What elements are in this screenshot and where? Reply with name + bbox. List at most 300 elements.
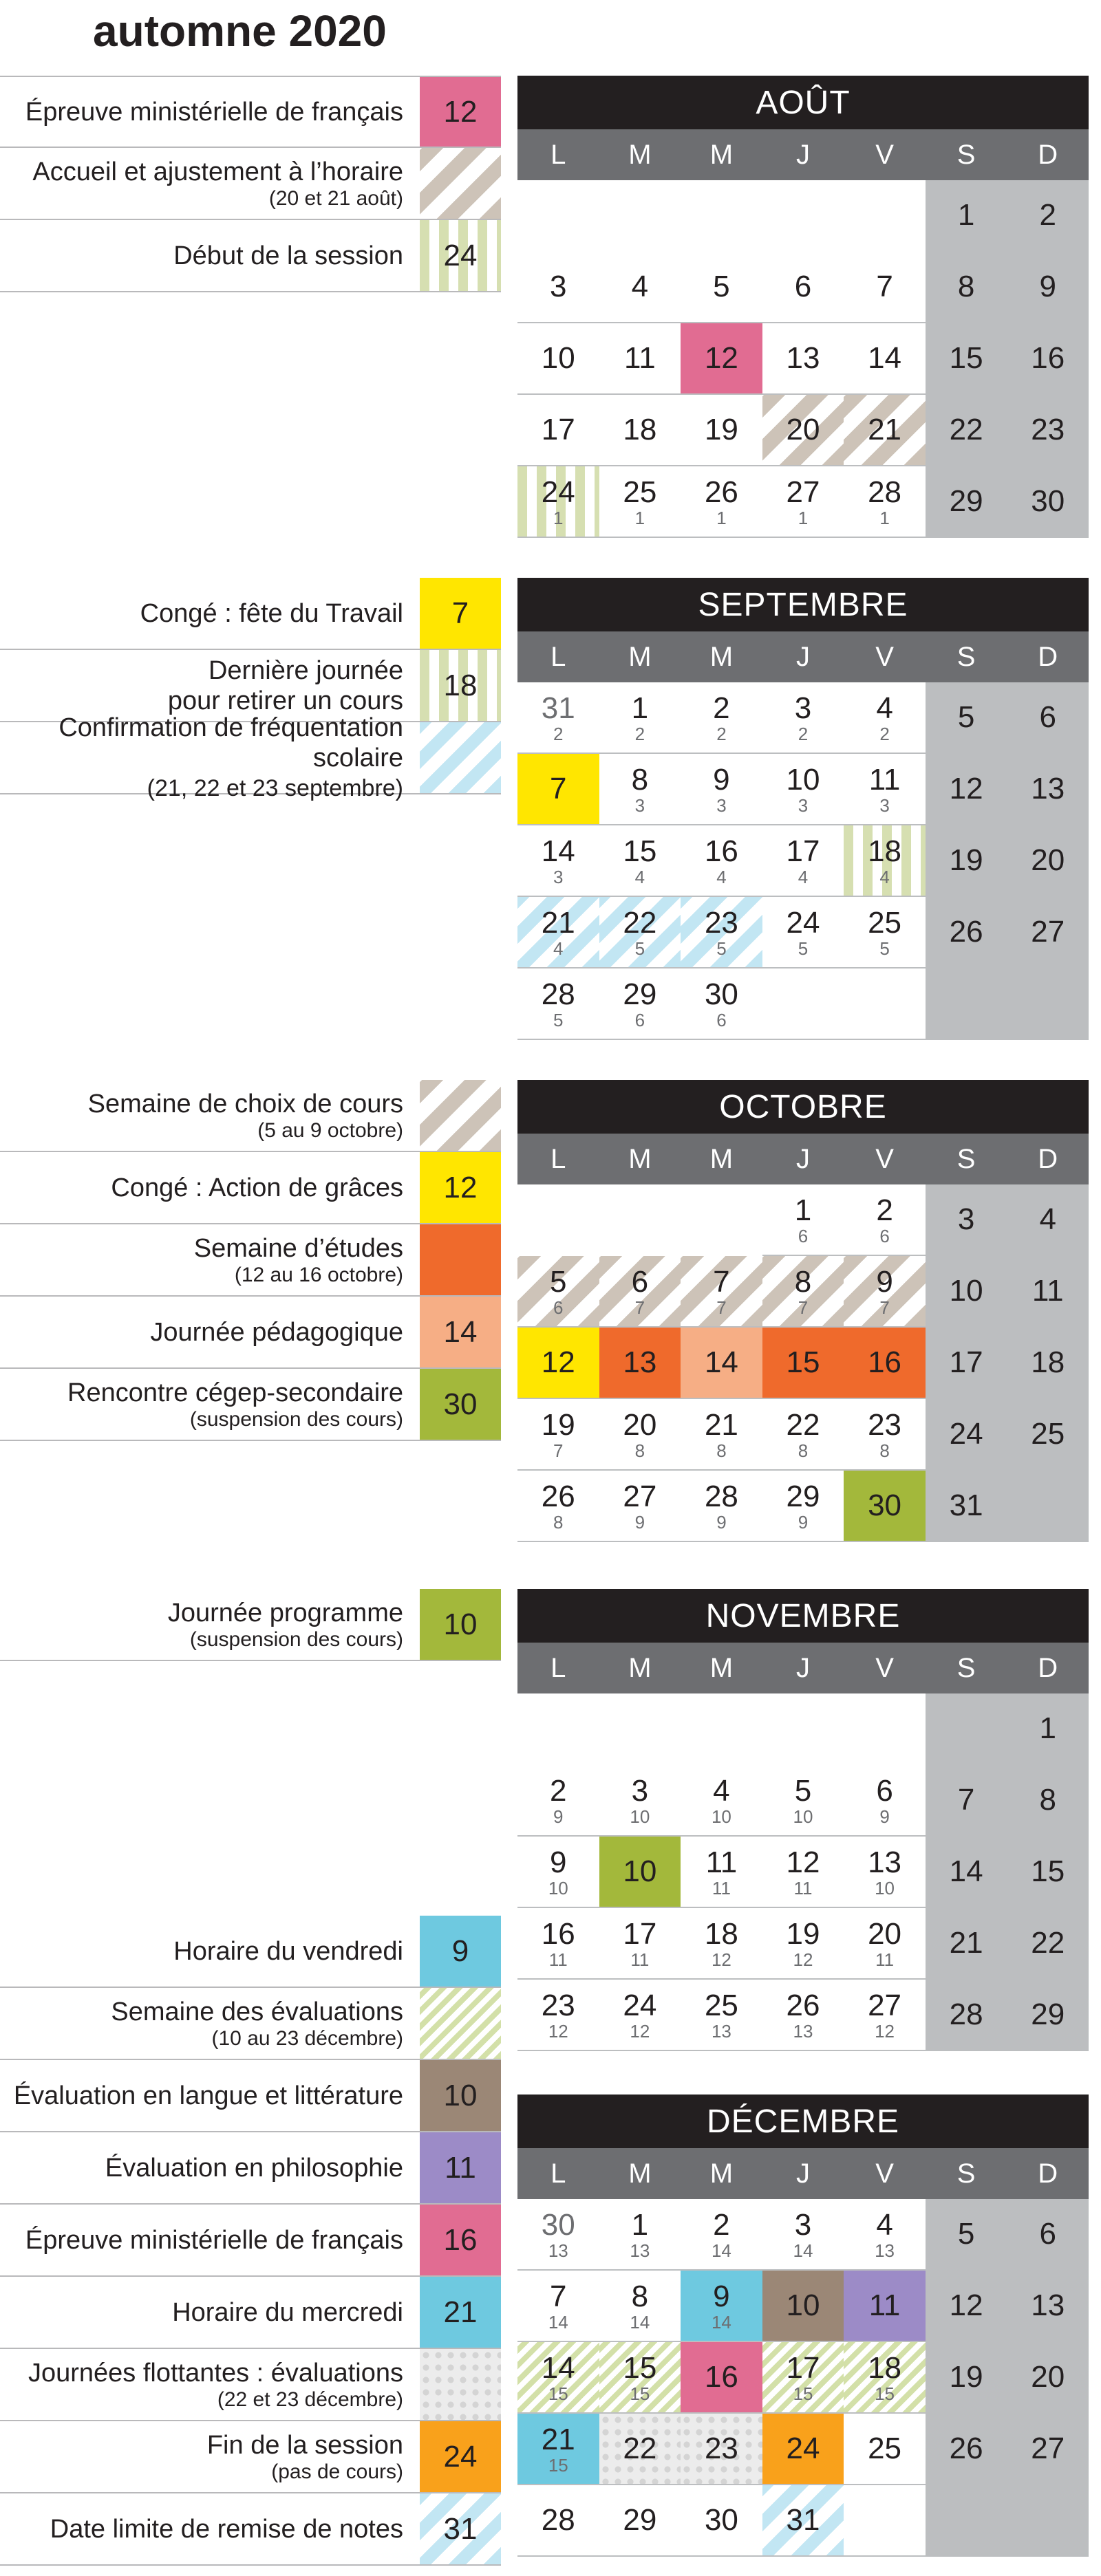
day-number: 24 (949, 1417, 983, 1451)
day-cell (599, 897, 681, 968)
weekday-label: L (550, 139, 566, 170)
weekday-label: S (956, 139, 976, 170)
legend-row (0, 2493, 501, 2566)
day-cell (926, 825, 1007, 897)
month-title: OCTOBRE (517, 1080, 1089, 1134)
legend-label: Date limite de remise de notes (50, 2514, 403, 2544)
weekday-label: S (956, 1652, 976, 1683)
week-number: 14 (711, 2312, 731, 2333)
day-number: 3 (794, 2208, 812, 2242)
day-cell (517, 682, 599, 754)
legend-text (173, 220, 403, 291)
day-cell (517, 2199, 599, 2271)
week-number: 10 (711, 1806, 731, 1827)
day-number: 27 (786, 475, 820, 509)
day-cell (1007, 1328, 1089, 1399)
week-number: 7 (634, 1297, 645, 1318)
week-number: 3 (553, 867, 564, 887)
day-number: 13 (786, 341, 820, 375)
week-number: 8 (634, 1440, 645, 1461)
day-cell (681, 2271, 762, 2342)
weekday-label: V (875, 1652, 894, 1683)
week-number: 8 (553, 1512, 564, 1533)
legend-label: Semaine des évaluations (111, 1997, 403, 2026)
week-number: 3 (879, 795, 890, 816)
legend-swatch (420, 1224, 501, 1295)
day-cell (681, 1765, 762, 1837)
day-cell (1007, 395, 1089, 466)
day-cell (926, 1471, 1007, 1542)
day-cell (681, 897, 762, 968)
day-cell (517, 1471, 599, 1542)
day-number: 13 (1031, 2288, 1065, 2322)
day-cell (1007, 2342, 1089, 2414)
weekday-label: D (1038, 641, 1058, 672)
legend-row (0, 1988, 501, 2060)
day-cell (681, 2342, 762, 2414)
day-number: 14 (949, 1854, 983, 1888)
day-number: 1 (794, 1193, 812, 1227)
day-number: 30 (868, 1489, 902, 1522)
week-number: 3 (716, 795, 727, 816)
day-cell (762, 180, 844, 252)
day-cell (762, 1399, 844, 1471)
weekday-label: J (795, 641, 810, 672)
day-cell (926, 1693, 1007, 1765)
week-number: 9 (798, 1512, 809, 1533)
day-number: 10 (786, 763, 820, 797)
day-cell (762, 1256, 844, 1328)
day-cell (762, 1693, 844, 1765)
day-number: 13 (868, 1846, 902, 1879)
day-cell (844, 2271, 926, 2342)
day-number: 19 (704, 413, 738, 446)
day-cell (517, 1837, 599, 1908)
day-cell (926, 1765, 1007, 1837)
day-number: 14 (541, 834, 575, 868)
week-number: 2 (553, 724, 564, 744)
day-cell (681, 1471, 762, 1542)
day-cell (926, 2485, 1007, 2557)
day-cell (517, 1693, 599, 1765)
day-cell (599, 754, 681, 825)
weekday-label: D (1038, 139, 1058, 170)
day-cell (1007, 825, 1089, 897)
week-number: 10 (793, 1806, 813, 1827)
day-number: 26 (949, 2432, 983, 2465)
week-number: 11 (548, 1949, 568, 1970)
legend-row (0, 76, 501, 148)
week-number: 1 (798, 508, 809, 528)
day-cell (599, 323, 681, 395)
day-number: 21 (704, 1408, 738, 1442)
day-number: 30 (1031, 484, 1065, 518)
legend-swatch: 31 (420, 2493, 501, 2564)
day-number: 17 (949, 1345, 983, 1379)
legend-text (25, 2205, 403, 2275)
day-number: 31 (541, 691, 575, 725)
day-cell (844, 1328, 926, 1399)
weekday-header (517, 631, 1089, 682)
day-number: 27 (1031, 915, 1065, 949)
day-number: 3 (794, 691, 812, 725)
day-cell (599, 2342, 681, 2414)
day-cell (762, 1471, 844, 1542)
weekday-label: L (550, 1143, 566, 1174)
day-cell (599, 2271, 681, 2342)
week-number: 10 (548, 1878, 568, 1898)
day-number: 6 (1039, 2217, 1056, 2251)
week-number: 3 (798, 795, 809, 816)
day-cell (926, 897, 1007, 968)
weekday-label: V (875, 139, 894, 170)
weekday-label: M (709, 1652, 734, 1683)
week-number: 8 (716, 1440, 727, 1461)
weekday-label: L (550, 1652, 566, 1683)
week-number: 2 (798, 724, 809, 744)
legend-swatch: 7 (420, 578, 501, 649)
day-cell (762, 2342, 844, 2414)
day-number: 10 (623, 1854, 657, 1888)
day-number: 19 (786, 1917, 820, 1951)
day-number: 15 (949, 341, 983, 375)
day-cell (1007, 2414, 1089, 2485)
week-number: 14 (711, 2240, 731, 2261)
week-number: 5 (634, 938, 645, 959)
day-cell (599, 2199, 681, 2271)
day-cell (762, 252, 844, 323)
day-cell (926, 180, 1007, 252)
day-cell (517, 825, 599, 897)
legend-row (0, 2132, 501, 2205)
day-cell (599, 252, 681, 323)
day-cell (517, 2485, 599, 2557)
day-cell (599, 1328, 681, 1399)
day-cell (844, 323, 926, 395)
weekday-label: M (628, 139, 652, 170)
day-cell (1007, 2199, 1089, 2271)
weekday-label: J (795, 1143, 810, 1174)
day-cell (599, 180, 681, 252)
legend-row (0, 2349, 501, 2421)
day-cell (926, 2414, 1007, 2485)
day-cell (762, 2414, 844, 2485)
day-cell (599, 1184, 681, 1256)
week-number: 5 (553, 1010, 564, 1030)
legend-label: Accueil et ajustement à l’horaire (32, 157, 403, 186)
legend-swatch: 30 (420, 1369, 501, 1440)
week-number: 2 (634, 724, 645, 744)
weekday-header (517, 1643, 1089, 1693)
day-number: 2 (713, 2208, 730, 2242)
weekday-label: M (628, 2158, 652, 2189)
day-number: 15 (623, 2351, 657, 2385)
legend-row (0, 220, 501, 292)
legend-swatch (420, 1080, 501, 1151)
day-cell (1007, 1837, 1089, 1908)
legend-row (0, 2060, 501, 2132)
day-cell (517, 1980, 599, 2051)
day-number: 17 (786, 2351, 820, 2385)
month-title: DÉCEMBRE (517, 2095, 1089, 2148)
day-grid (517, 682, 1089, 1040)
day-number: 28 (704, 1480, 738, 1513)
day-cell (599, 2414, 681, 2485)
day-cell (926, 1256, 1007, 1328)
day-number: 4 (631, 270, 649, 303)
legend-swatch: 11 (420, 2132, 501, 2203)
weekday-label: D (1038, 2158, 1058, 2189)
weekday-label: M (709, 2158, 734, 2189)
day-number: 1 (957, 198, 975, 232)
legend-row (0, 1589, 501, 1661)
day-number: 9 (1039, 270, 1056, 303)
day-cell (517, 2342, 599, 2414)
day-cell (681, 1980, 762, 2051)
day-cell (926, 1399, 1007, 1471)
legend-row (0, 1916, 501, 1988)
day-cell (926, 323, 1007, 395)
weekday-label: M (709, 139, 734, 170)
day-number: 7 (957, 1783, 975, 1817)
day-cell (517, 2271, 599, 2342)
legend-row (0, 2421, 501, 2493)
month-title: AOÛT (517, 76, 1089, 129)
day-cell (599, 1908, 681, 1980)
day-cell (926, 1980, 1007, 2051)
day-cell (599, 1399, 681, 1471)
day-cell (926, 1184, 1007, 1256)
legend-label: Évaluation en philosophie (105, 2153, 403, 2183)
day-number: 18 (1031, 1345, 1065, 1379)
legend-sublabel: (10 au 23 décembre) (211, 2026, 403, 2050)
day-cell (926, 682, 1007, 754)
legend-row (0, 578, 501, 650)
day-number: 23 (1031, 413, 1065, 446)
legend-row (0, 1297, 501, 1369)
day-cell (681, 968, 762, 1040)
legend-text (105, 2132, 403, 2203)
day-cell (599, 682, 681, 754)
week-number: 13 (548, 2240, 568, 2261)
week-number: 15 (548, 2455, 568, 2476)
day-cell (926, 395, 1007, 466)
week-number: 6 (553, 1297, 564, 1318)
day-cell (599, 466, 681, 538)
week-number: 14 (548, 2312, 568, 2333)
week-number: 7 (716, 1297, 727, 1318)
day-number: 8 (631, 763, 649, 797)
day-cell (926, 2342, 1007, 2414)
week-number: 12 (793, 1949, 813, 1970)
week-number: 8 (798, 1440, 809, 1461)
week-number: 12 (548, 2021, 568, 2042)
legend-text (168, 1589, 403, 1660)
legend-swatch: 14 (420, 1297, 501, 1367)
day-number: 21 (868, 413, 902, 446)
day-cell (599, 1980, 681, 2051)
legend-text (28, 2349, 403, 2420)
month-title: NOVEMBRE (517, 1589, 1089, 1643)
day-cell (1007, 1908, 1089, 1980)
legend-sublabel: (suspension des cours) (189, 1407, 403, 1431)
day-cell (926, 2199, 1007, 2271)
legend-swatch: 10 (420, 2060, 501, 2131)
weekday-label: M (628, 1143, 652, 1174)
day-cell (681, 466, 762, 538)
legend-row (0, 713, 501, 801)
legend-swatch: 12 (420, 1152, 501, 1223)
day-number: 1 (631, 691, 649, 725)
weekday-label: J (795, 139, 810, 170)
week-number: 5 (798, 938, 809, 959)
day-cell (517, 1328, 599, 1399)
day-number: 11 (705, 1846, 738, 1879)
week-number: 11 (793, 1878, 813, 1898)
day-cell (681, 1693, 762, 1765)
day-number: 3 (631, 1774, 649, 1808)
day-number: 20 (1031, 843, 1065, 877)
day-number: 26 (704, 475, 738, 509)
day-cell (844, 2485, 926, 2557)
day-cell (926, 1837, 1007, 1908)
day-cell (1007, 1471, 1089, 1542)
day-cell (1007, 323, 1089, 395)
day-cell (1007, 897, 1089, 968)
day-cell (517, 180, 599, 252)
day-cell (1007, 1765, 1089, 1837)
day-cell (926, 968, 1007, 1040)
legend-sublabel: (21, 22 et 23 septembre) (147, 775, 403, 801)
day-number: 18 (868, 834, 902, 868)
legend-swatch: 9 (420, 1916, 501, 1987)
month-calendar (517, 2095, 1089, 2557)
day-cell (762, 2199, 844, 2271)
day-number: 29 (1031, 1998, 1065, 2031)
day-cell (762, 2485, 844, 2557)
legend-label: Horaire du mercredi (172, 2297, 403, 2327)
day-number: 22 (623, 906, 657, 940)
legend-text (111, 1988, 403, 2059)
week-number: 2 (879, 724, 890, 744)
legend-swatch (420, 722, 501, 793)
day-number: 12 (949, 2288, 983, 2322)
legend-text (156, 650, 403, 721)
legend-label: Congé : fête du Travail (140, 598, 403, 628)
day-cell (1007, 1399, 1089, 1471)
day-cell (517, 1399, 599, 1471)
legend-swatch: 18 (420, 650, 501, 721)
week-number: 1 (716, 508, 727, 528)
day-number: 6 (876, 1774, 893, 1808)
legend-row (0, 1080, 501, 1152)
day-number: 11 (868, 763, 901, 797)
day-number: 27 (623, 1480, 657, 1513)
day-cell (762, 968, 844, 1040)
day-number: 16 (1031, 341, 1065, 375)
day-cell (681, 1256, 762, 1328)
day-number: 29 (623, 977, 657, 1011)
day-number: 26 (786, 1989, 820, 2022)
legend-text (32, 148, 403, 219)
day-number: 17 (786, 834, 820, 868)
week-number: 15 (548, 2383, 568, 2404)
legend-sublabel: (12 au 16 octobre) (234, 1263, 403, 1286)
week-number: 4 (634, 867, 645, 887)
legend-label: Semaine d’études (193, 1233, 403, 1263)
weekday-label: D (1038, 1143, 1058, 1174)
day-number: 11 (1031, 1274, 1064, 1308)
day-number: 25 (704, 1989, 738, 2022)
day-number: 15 (623, 834, 657, 868)
day-cell (762, 1765, 844, 1837)
day-number: 24 (541, 475, 575, 509)
day-cell (681, 180, 762, 252)
day-number: 22 (1031, 1926, 1065, 1960)
month-title: SEPTEMBRE (517, 578, 1089, 631)
day-number: 16 (541, 1917, 575, 1951)
legend-row (0, 1369, 501, 1441)
legend-text (111, 1152, 403, 1223)
weekday-label: S (956, 1143, 976, 1174)
day-cell (1007, 754, 1089, 825)
day-number: 7 (550, 2280, 567, 2313)
day-cell (762, 1908, 844, 1980)
day-number: 5 (957, 700, 975, 734)
day-number: 24 (623, 1989, 657, 2022)
month-calendar (517, 1080, 1089, 1542)
legend-text (140, 578, 403, 649)
day-number: 8 (794, 1265, 812, 1299)
legend-swatch (420, 1988, 501, 2059)
week-number: 6 (879, 1226, 890, 1246)
legend-sublabel: (5 au 9 octobre) (257, 1118, 403, 1142)
day-cell (517, 1908, 599, 1980)
day-cell (844, 1256, 926, 1328)
day-number: 25 (868, 906, 902, 940)
month-calendar (517, 578, 1089, 1040)
day-cell (681, 252, 762, 323)
legend-sublabel: (20 et 21 août) (268, 186, 403, 210)
day-cell (762, 2271, 844, 2342)
day-number: 13 (623, 1345, 657, 1379)
day-cell (517, 252, 599, 323)
legend-row (0, 148, 501, 220)
day-number: 28 (541, 2503, 575, 2537)
day-number: 1 (631, 2208, 649, 2242)
week-number: 13 (630, 2240, 650, 2261)
day-number: 12 (704, 341, 738, 375)
day-cell (762, 1837, 844, 1908)
legend-text (67, 1369, 403, 1440)
week-number: 12 (875, 2021, 895, 2042)
legend-sublabel: (suspension des cours) (189, 1627, 403, 1651)
day-number: 10 (786, 2288, 820, 2322)
day-cell (681, 1184, 762, 1256)
legend-label: Fin de la session (206, 2430, 403, 2460)
day-number: 5 (713, 270, 730, 303)
day-number: 17 (623, 1917, 657, 1951)
day-number: 14 (704, 1345, 738, 1379)
day-cell (844, 682, 926, 754)
day-number: 21 (541, 2423, 575, 2456)
week-number: 11 (630, 1949, 650, 1970)
day-cell (926, 252, 1007, 323)
day-cell (762, 1184, 844, 1256)
day-number: 21 (541, 906, 575, 940)
day-cell (517, 466, 599, 538)
day-cell (844, 2414, 926, 2485)
